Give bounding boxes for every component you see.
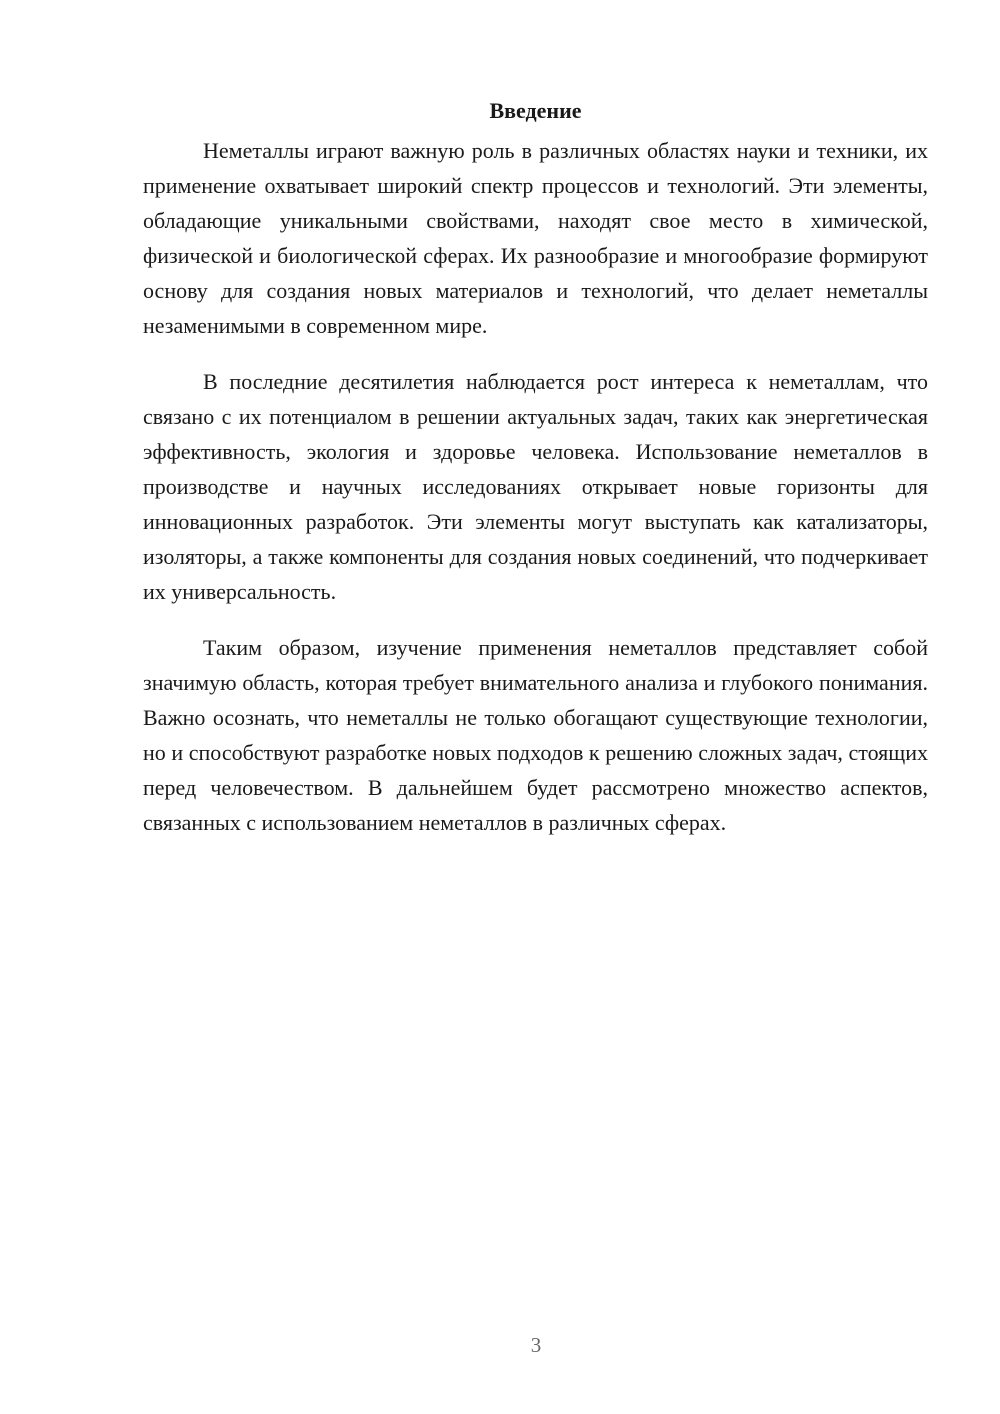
page-content <box>143 93 928 861</box>
paragraph-3: Таким образом, изучение применения неметаллов представляет собой значимую область, которая требует внимательного анализа и глубокого понимания. Важно осознать, что неметаллы не только обогащают существующие технологии, но и способствуют разработке новых подходов к решению сложных задач, стоящих перед человечеством. В дальнейшем будет рассмотрено множество аспектов, связанных с использованием неметаллов в различных сферах. <box>143 635 928 835</box>
section-heading: Введение <box>489 98 582 123</box>
paragraph-1: Неметаллы играют важную роль в различных областях науки и техники, их применение охватывает широкий спектр процессов и технологий. Эти элементы, обладающие уникальными свойствами, находят свое место в химической, физической и биологической сферах. Их разнообразие и многообразие формируют основу для создания новых материалов и технологий, что делает неметаллы незаменимыми в современном мире. <box>143 138 928 338</box>
page-number: 3 <box>530 1333 542 1357</box>
paragraph-2: В последние десятилетия наблюдается рост интереса к неметаллам, что связано с их потенциалом в решении актуальных задач, таких как энергетическая эффективность, экология и здоровье человека. Использование неметаллов в производстве и научных исследованиях открывает новые горизонты для инновационных разработок. Эти элементы могут выступать как катализаторы, изоляторы, а также компоненты для создания новых соединений, что подчеркивает их универсальность. <box>143 369 928 604</box>
